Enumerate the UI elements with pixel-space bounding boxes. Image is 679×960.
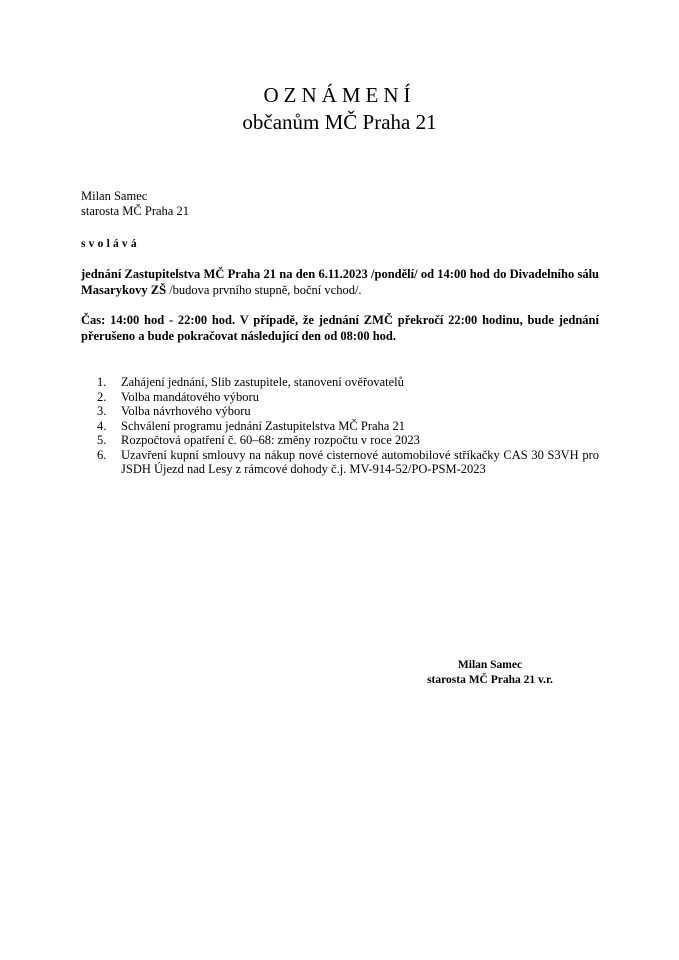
agenda-item-text: Zahájení jednání, Slib zastupitele, stanovení ověřovatelů bbox=[121, 375, 404, 389]
agenda-item bbox=[81, 419, 599, 434]
document-title: OZNÁMENÍ bbox=[263, 83, 416, 107]
agenda-item-text: Volba návrhového výboru bbox=[121, 404, 251, 418]
sender-name: Milan Samec bbox=[81, 189, 148, 203]
sender-role: starosta MČ Praha 21 bbox=[81, 204, 189, 218]
document-subtitle: občanům MČ Praha 21 bbox=[242, 110, 437, 134]
agenda-item-number: 4. bbox=[97, 418, 107, 433]
agenda-item-number: 3. bbox=[97, 404, 107, 418]
agenda-item bbox=[81, 448, 599, 477]
convenes-heading: svolává bbox=[81, 238, 140, 250]
signature-block bbox=[360, 658, 620, 688]
agenda-item bbox=[81, 375, 599, 390]
agenda-item bbox=[81, 433, 599, 448]
agenda-item bbox=[81, 404, 599, 419]
signature-role: starosta MČ Praha 21 v.r. bbox=[427, 674, 553, 686]
sender-block bbox=[81, 189, 189, 219]
signature-name: Milan Samec bbox=[457, 659, 523, 671]
agenda-item-text: Uzavření kupní smlouvy na nákup nové cisternové automobilové stříkačky CAS 30 S3VH pro JSDH Újezd nad Lesy z rámcové dohody č.j. MV-914-52/PO-PSM-2023 bbox=[121, 447, 599, 476]
agenda-item bbox=[81, 390, 599, 405]
meeting-paragraph bbox=[81, 267, 599, 298]
agenda-item-number: 6. bbox=[97, 447, 107, 462]
agenda-item-number: 5. bbox=[97, 433, 107, 447]
agenda-list bbox=[81, 375, 599, 477]
agenda-item-number: 2. bbox=[97, 389, 107, 404]
agenda-item-text: Schválení programu jednání Zastupitelstva MČ Praha 21 bbox=[121, 418, 405, 433]
agenda-item-text: Rozpočtová opatření č. 60–68: změny rozpočtu v roce 2023 bbox=[121, 433, 420, 447]
agenda-item-number: 1. bbox=[97, 375, 107, 389]
agenda-item-text: Volba mandátového výboru bbox=[121, 389, 259, 404]
meeting-bold-text: jednání Zastupitelstva MČ Praha 21 na den 6.11.2023 /pondělí/ od 14:00 hod do Divadelního sálu Masarykovy ZŠ bbox=[81, 267, 599, 297]
time-notice-paragraph: Čas: 14:00 hod - 22:00 hod. V případě, že jednání ZMČ překročí 22:00 hodinu, bude jednání přerušeno a bude pokračovat následující den od 08:00 hod. bbox=[81, 313, 599, 343]
meeting-normal-text: /budova prvního stupně, boční vchod/. bbox=[166, 282, 362, 297]
